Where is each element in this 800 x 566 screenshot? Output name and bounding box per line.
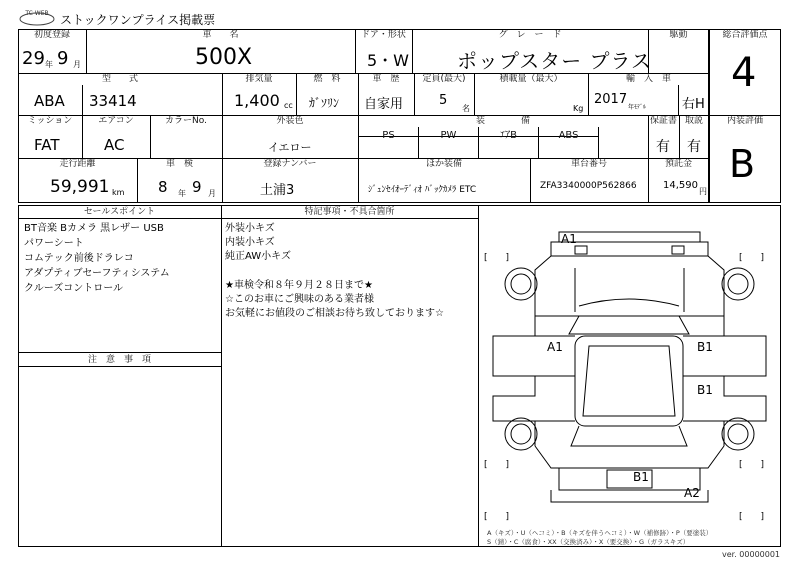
bracket-rear-left: [ ] <box>484 460 510 470</box>
form-title: ストックワンプライス掲載票 <box>60 13 216 27</box>
plate-label: 登録ナンバー <box>223 159 357 170</box>
equipment-ps: PS <box>382 130 395 141</box>
bracket-bottom-left: [ ] <box>484 512 510 522</box>
special-note-line: 内装小キズ <box>225 237 275 248</box>
displacement-label: 排気量 <box>223 74 295 85</box>
damage-mark-right-door-front: B1 <box>697 340 713 354</box>
exterior-color-label: 外装色 <box>223 116 357 127</box>
other-equipment-label: ほか装備 <box>359 159 529 170</box>
logo-text: TC-WEB <box>25 10 49 17</box>
sales-points-label: セールスポイント <box>83 207 156 217</box>
model-prefix: ABA <box>34 92 65 110</box>
first-reg-month-unit: 月 <box>73 60 81 69</box>
rating-label: 総合評価点 <box>710 30 780 41</box>
special-notes-label: 特記事項・不具合箇所 <box>304 207 395 217</box>
warranty-label: 保証書 <box>649 116 677 126</box>
inspection-month-unit: 月 <box>208 189 216 198</box>
door-type-label: ドア・形状 <box>356 30 411 41</box>
bracket-bottom-right: [ ] <box>739 512 765 522</box>
damage-mark-left-door: A1 <box>547 340 563 354</box>
capacity-unit: 名 <box>462 104 470 113</box>
model-year-unit: 年ﾓﾃﾞﾙ <box>628 104 647 111</box>
overall-rating: 4 <box>731 50 757 96</box>
manual-label: 取説 <box>680 116 708 127</box>
sales-point-line: パワーシート <box>24 238 84 249</box>
bracket-rear-right: [ ] <box>739 460 765 470</box>
transmission-label: ミッション <box>19 116 81 127</box>
load-label: 積載量（最大） <box>475 74 587 85</box>
aircon-label: エアコン <box>83 116 149 127</box>
transmission: FAT <box>34 136 60 154</box>
mileage-label: 走行距離 <box>19 159 136 170</box>
equipment-pw: PW <box>440 130 457 141</box>
mileage-unit: km <box>112 188 125 197</box>
special-note-line: お気軽にお値段のご相談お待ち致しております☆ <box>225 308 444 319</box>
interior-rating: B <box>729 142 756 186</box>
bracket-front-right: [ ] <box>739 253 765 263</box>
chassis-no-label: 車台番号 <box>531 159 647 170</box>
steering-label: 駆動 <box>649 30 708 41</box>
recycle: 14,590 <box>663 180 698 191</box>
inspection-year: 8 <box>158 178 168 196</box>
model-label: 型 式 <box>19 74 221 85</box>
damage-mark-right-door-rear: B1 <box>697 383 713 397</box>
recycle-label: 預託金 <box>649 159 708 170</box>
plate: 土浦3 <box>260 183 295 198</box>
sales-point-line: クルーズコントロール <box>24 283 123 294</box>
model-year: 2017 <box>594 92 628 107</box>
recycle-unit: 円 <box>699 187 707 196</box>
manual: 有 <box>687 139 701 155</box>
warranty: 有 <box>656 139 670 155</box>
equipment-airbag: ｴｱB <box>500 130 517 141</box>
equipment-label: 装 備 <box>359 116 647 127</box>
chassis-no: ZFA3340000P562866 <box>540 181 637 191</box>
legend-line-2: S（錆）・C（腐食）・XX（交換済み）・X（要交換）・G（ガラスキズ） <box>487 538 690 546</box>
car-name-label: 車 名 <box>87 30 354 41</box>
inspection-year-unit: 年 <box>178 189 186 198</box>
inspection-label: 車 検 <box>138 159 221 170</box>
steering-side: 右H <box>682 97 705 112</box>
load-unit: Kg <box>573 104 584 113</box>
door-type: 5・W <box>367 51 410 70</box>
first-reg-label: 初度登録 <box>19 30 85 41</box>
notes-label: 注 意 事 項 <box>87 355 151 365</box>
aircon: AC <box>104 136 125 154</box>
capacity: 5 <box>439 93 448 108</box>
usage: 自家用 <box>364 97 404 112</box>
sales-point-line: BT音楽 Bカメラ 黒レザー USB <box>24 223 164 234</box>
displacement-unit: cc <box>284 101 293 110</box>
fuel-label: 燃 料 <box>297 74 357 85</box>
first-reg-year: 29 <box>22 48 45 69</box>
car-damage-diagram <box>479 206 780 526</box>
sales-point-line: コムテック前後ドラレコ <box>24 253 134 264</box>
fuel: ｶﾞｿﾘﾝ <box>309 96 340 110</box>
grade: ポップスター プラス <box>457 49 652 73</box>
equipment-abs: ABS <box>558 130 579 141</box>
first-reg-year-unit: 年 <box>45 60 53 69</box>
logo <box>18 6 56 28</box>
model-code: 33414 <box>89 92 137 110</box>
bracket-front-left: [ ] <box>484 253 510 263</box>
exterior-color: イエロー <box>268 141 312 154</box>
displacement: 1,400 <box>234 91 280 110</box>
special-note-line: 外装小キズ <box>225 223 275 234</box>
grade-label: グ レ ー ド <box>413 30 647 41</box>
color-no-label: カラーNo. <box>151 116 221 127</box>
interior-rating-label: 内装評価 <box>710 116 780 127</box>
special-note-line: ☆このお車にご興味のある業者様 <box>225 294 374 305</box>
car-name: 500X <box>195 45 253 70</box>
mileage: 59,991 <box>50 177 110 197</box>
capacity-label: 定員(最大) <box>415 74 473 85</box>
inspection-month: 9 <box>192 178 202 196</box>
first-reg-month: 9 <box>57 48 69 69</box>
other-equipment: ｼﾞｭﾝｾｲｵｰﾃﾞｨｵ ﾊﾞｯｸｶﾒﾗ ETC <box>368 185 477 195</box>
special-note-line: 純正AW小キズ <box>225 251 291 262</box>
legend-line-1: A（キズ）・U（ヘコミ）・B（キズを伴うヘコミ）・W（補修跡）・P（要塗装） <box>487 529 713 537</box>
usage-label: 車 歴 <box>359 74 413 85</box>
sales-point-line: アダプティブセーフティシステム <box>24 268 170 279</box>
damage-mark-roof: A1 <box>561 232 577 246</box>
damage-mark-rear-bumper: A2 <box>684 486 700 500</box>
import-label: 輸 入 車 <box>589 74 708 85</box>
version-label: ver. 00000001 <box>722 550 781 559</box>
special-note-line: ★車検令和８年９月２８日まで★ <box>225 280 373 291</box>
damage-mark-rear-panel: B1 <box>633 470 649 484</box>
